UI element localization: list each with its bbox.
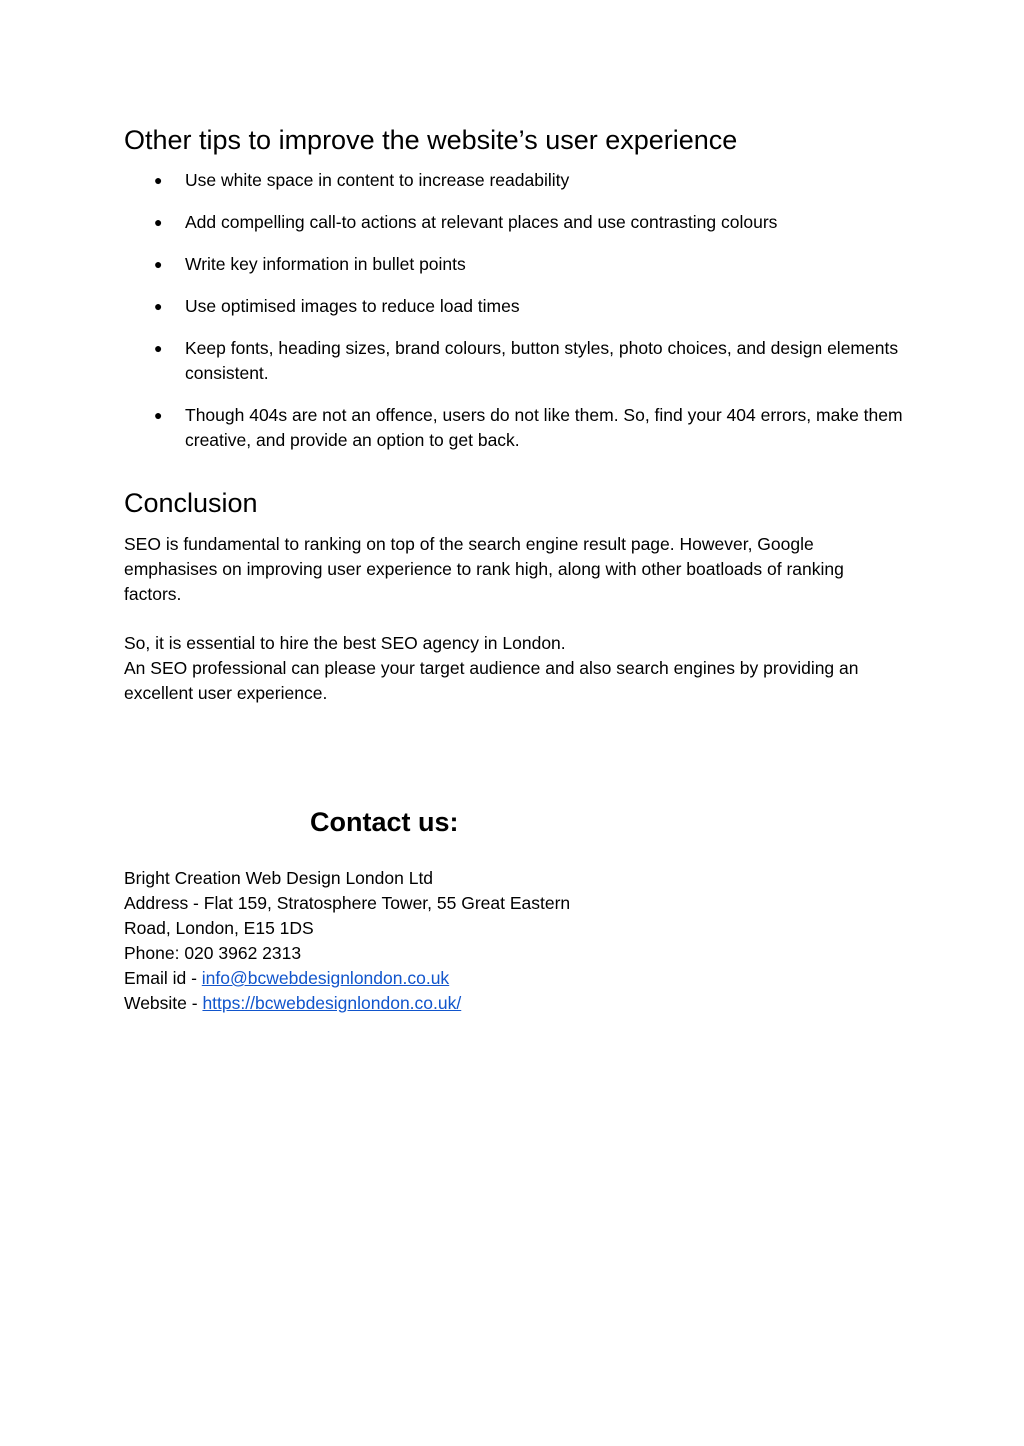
list-item [124,403,904,453]
phone-number: Phone: 020 3962 2313 [124,943,302,963]
list-item-text: Use optimised images to reduce load times [185,296,520,316]
bullet-icon: ● [154,340,163,356]
list-item [124,168,904,193]
list-item-text: Write key information in bullet points [185,254,466,274]
email-link[interactable]: info@bcwebdesignlondon.co.uk [201,968,450,988]
contact-heading: Contact us: [310,807,459,837]
tips-list [124,168,904,470]
website-label: Website - [124,993,203,1013]
conclusion-paragraph-2-line-1: So, it is essential to hire the best SEO agency in London. [124,633,566,653]
contact-block [124,866,904,1016]
bullet-icon: ● [154,298,163,314]
list-item [124,294,904,319]
list-item [124,210,904,235]
address-line-2: Road, London, E15 1DS [124,918,314,938]
bullet-icon: ● [154,256,163,272]
conclusion-paragraph-2 [124,631,904,706]
list-item-text: Use white space in content to increase readability [185,170,570,190]
email-label: Email id - [124,968,202,988]
email-row [124,966,904,991]
address-line-1: Address - Flat 159, Stratosphere Tower, 55 Great Eastern [124,893,571,913]
list-item-text: Add compelling call-to actions at relevant places and use contrasting colours [185,212,778,232]
list-item [124,252,904,277]
tips-heading: Other tips to improve the website’s user experience [124,125,738,155]
bullet-icon: ● [154,407,163,423]
list-item-text: Keep fonts, heading sizes, brand colours, button styles, photo choices, and design elements consistent. [185,338,899,383]
website-row [124,991,904,1016]
conclusion-paragraph-2-line-2: An SEO professional can please your target audience and also search engines by providing an excellent user experience. [124,658,859,703]
company-name: Bright Creation Web Design London Ltd [124,868,434,888]
bullet-icon: ● [154,172,163,188]
conclusion-paragraph-1: SEO is fundamental to ranking on top of the search engine result page. However, Google emphasises on improving user experience to rank high, along with other boatloads of ranking factors. [124,534,844,604]
conclusion-heading: Conclusion [124,488,258,518]
list-item [124,336,904,386]
bullet-icon: ● [154,214,163,230]
list-item-text: Though 404s are not an offence, users do not like them. So, find your 404 errors, make them creative, and provide an option to get back. [185,405,903,450]
website-link[interactable]: https://bcwebdesignlondon.co.uk/ [202,993,462,1013]
